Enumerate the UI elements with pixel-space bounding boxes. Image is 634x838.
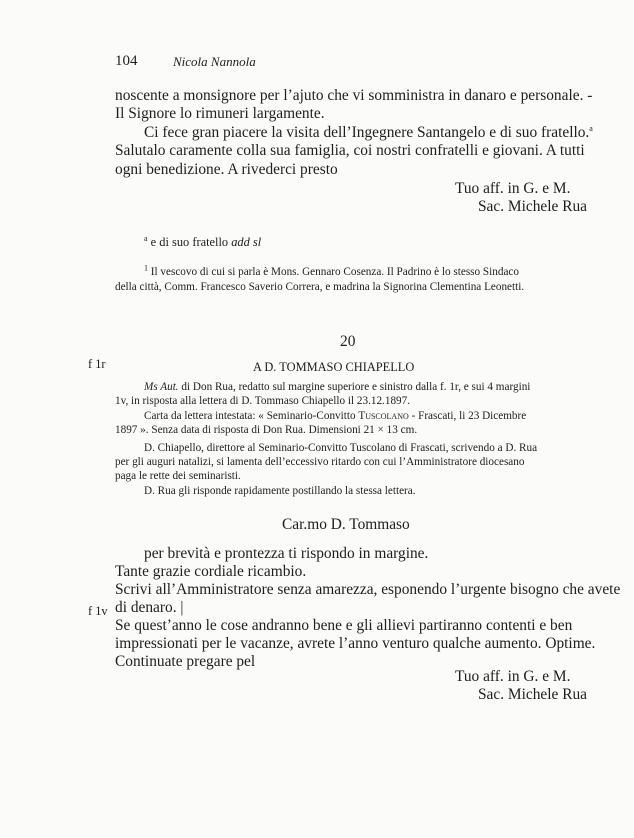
body-line-5: Se quest’anno le cose andranno bene e gli allievi partiranno contenti e ben — [115, 617, 573, 634]
source-line-2: 1v, in risposta alla lettera di D. Tommaso Chiapello il 23.12.1897. — [115, 395, 411, 407]
body-line-1: per brevità e prontezza ti rispondo in margine. — [144, 545, 429, 562]
note-mark-a: a — [589, 123, 593, 133]
margin-folio-ref-2: f 1v — [88, 604, 108, 618]
letter20-closing: Tuo aff. in G. e M. — [455, 668, 571, 685]
letter19-line-1: noscente a monsignore per l’ajuto che vi somministra in danaro e personale. - — [115, 87, 593, 104]
letter19-signature: Sac. Michele Rua — [478, 198, 587, 215]
body-line-3: Scrivi all’Amministratore senza amarezza, esponendo l’urgente bisogno che avete — [115, 581, 621, 598]
summary-line-3: paga le rette dei seminaristi. — [115, 470, 241, 482]
letter-title: A D. TOMMASO CHIAPELLO — [253, 360, 415, 374]
source-line-3: Carta da lettera intestata: « Seminario-Convitto Tuscolano - Frascati, li 23 Dicembre — [144, 410, 527, 422]
apparatus-text: e di suo fratello — [150, 235, 229, 249]
letter-number: 20 — [340, 333, 356, 350]
running-head-author: Nicola Nannola — [173, 54, 256, 69]
letter19-line-5: ogni benedizione. A rivederci presto — [115, 161, 338, 178]
body-line-7: Continuate pregare pel — [115, 653, 256, 670]
letter19-closing: Tuo aff. in G. e M. — [455, 180, 571, 197]
margin-folio-ref: f 1r — [88, 357, 106, 371]
footnote-line-1: $^1$ Il vescovo di cui si parla è Mons. Gennaro Cosenza. Il Padrino è lo stesso Sindaco — [144, 263, 519, 278]
body-line-4: di denaro. | — [115, 599, 184, 616]
source-line-4: 1897 ». Senza data di risposta di Don Rua. Dimensioni 21 × 13 cm. — [115, 424, 418, 436]
page-number: 104 — [115, 53, 138, 69]
body-line-2: Tante grazie cordiale ricambio. — [115, 563, 307, 580]
body-line-6: impressionati per le vacanze, avrete l’anno venturo qualche aumento. Optime. — [115, 635, 596, 652]
summary-line-2: per gli auguri natalizi, si lamenta dell’eccessivo ritardo con cui l’Amministratore diocesano — [115, 456, 525, 468]
apparatus-mark: a — [144, 233, 148, 243]
summary-line-1: D. Chiapello, direttore al Seminario-Convitto Tuscolano di Frascati, scrivendo a D. Rua — [144, 442, 538, 454]
apparatus-siglum: add sl — [231, 235, 262, 249]
salutation: Car.mo D. Tommaso — [282, 516, 410, 533]
letter19-line-3: Ci fece gran piacere la visita dell’Ingegnere Santangelo e di suo fratello.$^a$ — [144, 123, 593, 141]
letter20-signature: Sac. Michele Rua — [478, 686, 587, 703]
letter19-line-4: Salutalo caramente colla sua famiglia, coi nostri confratelli e giovani. A tutti — [115, 142, 585, 159]
footnote-line-2: della città, Comm. Francesco Saverio Correra, e madrina la Signorina Clementina Leonetti. — [115, 281, 525, 293]
footnote-mark: 1 — [144, 263, 148, 273]
summary-line-4: D. Rua gli risponde rapidamente postillando la stessa lettera. — [144, 485, 416, 497]
letter19-line-2: Il Signore lo rimuneri largamente. — [115, 105, 325, 122]
apparatus-entry — [144, 235, 261, 250]
source-line-1: Ms Aut. di Don Rua, redatto sul margine superiore e sinistro dalla f. 1r, e sui 4 margini — [144, 381, 531, 393]
ms-siglum: Ms Aut. — [144, 381, 179, 393]
